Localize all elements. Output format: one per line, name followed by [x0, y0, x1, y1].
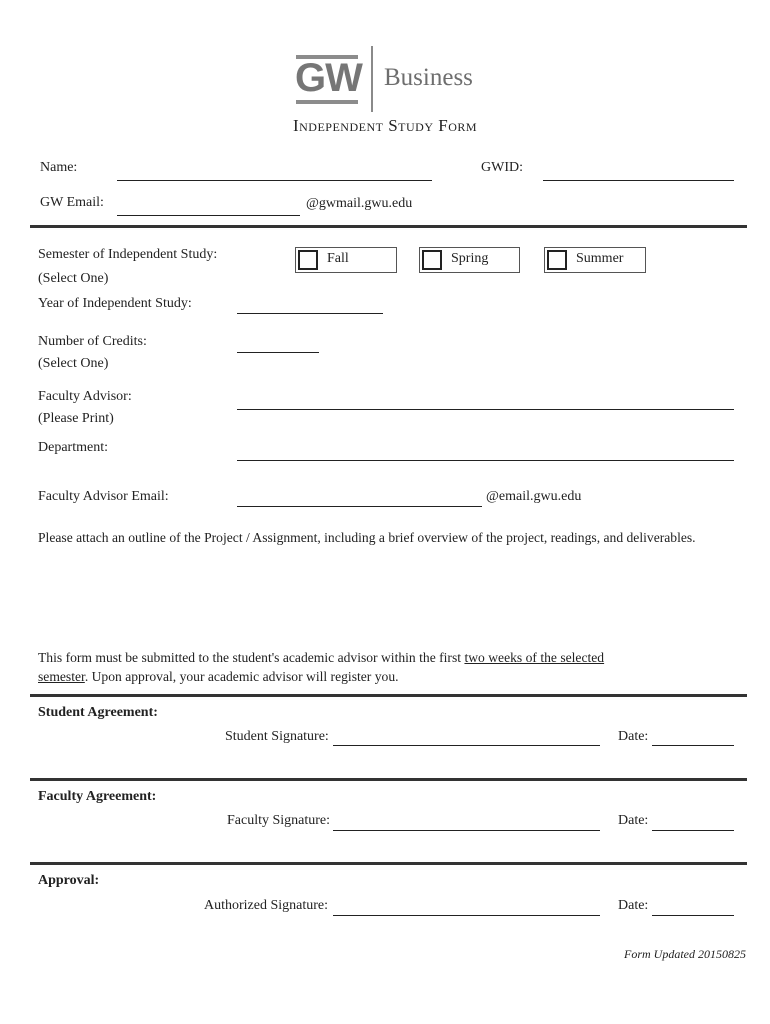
logo-business-text: Business: [384, 64, 473, 91]
section-divider-top: [30, 225, 747, 228]
gwid-label: GWID:: [481, 160, 523, 175]
authorized-signature-label: Authorized Signature:: [204, 898, 329, 913]
faculty-signature-field[interactable]: [333, 830, 600, 831]
advisor-email-label: Faculty Advisor Email:: [38, 489, 169, 504]
notice-deadline-2: semester: [38, 669, 85, 684]
advisor-hint: (Please Print): [38, 411, 114, 426]
logo-divider: [371, 46, 373, 112]
submission-notice: [38, 648, 678, 686]
credits-field[interactable]: [237, 352, 319, 353]
name-field[interactable]: [117, 180, 432, 181]
semester-option-spring[interactable]: [419, 247, 520, 273]
department-label: Department:: [38, 440, 108, 455]
student-date-label: Date:: [618, 729, 649, 744]
faculty-signature-label: Faculty Signature:: [227, 813, 331, 828]
faculty-date-field[interactable]: [652, 830, 734, 831]
student-agreement-heading: Student Agreement:: [38, 705, 158, 720]
gw-email-domain: @gwmail.gwu.edu: [306, 196, 413, 211]
fall-checkbox[interactable]: [298, 250, 318, 270]
faculty-agreement-heading: Faculty Agreement:: [38, 789, 157, 804]
student-date-field[interactable]: [652, 745, 734, 746]
instructions-text: Please attach an outline of the Project / Assignment, including a brief overview of the project, readings, and deliverables.: [38, 530, 696, 545]
credits-label: Number of Credits:: [38, 334, 147, 349]
approval-heading: Approval:: [38, 873, 100, 888]
notice-deadline-1: two weeks of the selected: [464, 650, 605, 665]
semester-label: Semester of Independent Study:: [38, 247, 218, 262]
gwid-field[interactable]: [543, 180, 734, 181]
summer-label: Summer: [576, 251, 624, 266]
semester-option-fall[interactable]: [295, 247, 397, 273]
notice-text-2: . Upon approval, your academic advisor will register you.: [84, 669, 399, 684]
section-divider-student: [30, 694, 747, 697]
logo-gw-text: GW: [295, 56, 362, 100]
section-divider-approval: [30, 862, 747, 865]
year-field[interactable]: [237, 313, 383, 314]
gw-business-logo: [296, 46, 486, 112]
authorized-signature-field[interactable]: [333, 915, 600, 916]
gw-email-field[interactable]: [117, 215, 300, 216]
spring-label: Spring: [451, 251, 489, 266]
approval-date-label: Date:: [618, 898, 649, 913]
logo-bottom-bar: [296, 100, 358, 104]
advisor-label: Faculty Advisor:: [38, 389, 132, 404]
year-label: Year of Independent Study:: [38, 296, 192, 311]
student-signature-field[interactable]: [333, 745, 600, 746]
form-updated-note: Form Updated 20150825: [624, 947, 746, 961]
advisor-field[interactable]: [237, 409, 734, 410]
name-label: Name:: [40, 160, 78, 175]
fall-label: Fall: [327, 251, 349, 266]
advisor-email-field[interactable]: [237, 506, 482, 507]
gw-email-label: GW Email:: [40, 195, 104, 210]
student-signature-label: Student Signature:: [225, 729, 329, 744]
summer-checkbox[interactable]: [547, 250, 567, 270]
section-divider-faculty: [30, 778, 747, 781]
approval-date-field[interactable]: [652, 915, 734, 916]
notice-text-1: This form must be submitted to the student's academic advisor within the first: [38, 650, 465, 665]
semester-option-summer[interactable]: [544, 247, 646, 273]
semester-hint: (Select One): [38, 271, 109, 286]
advisor-email-domain: @email.gwu.edu: [486, 489, 582, 504]
spring-checkbox[interactable]: [422, 250, 442, 270]
form-title: Independent Study Form: [292, 116, 478, 135]
faculty-date-label: Date:: [618, 813, 649, 828]
credits-hint: (Select One): [38, 356, 109, 371]
department-field[interactable]: [237, 460, 734, 461]
